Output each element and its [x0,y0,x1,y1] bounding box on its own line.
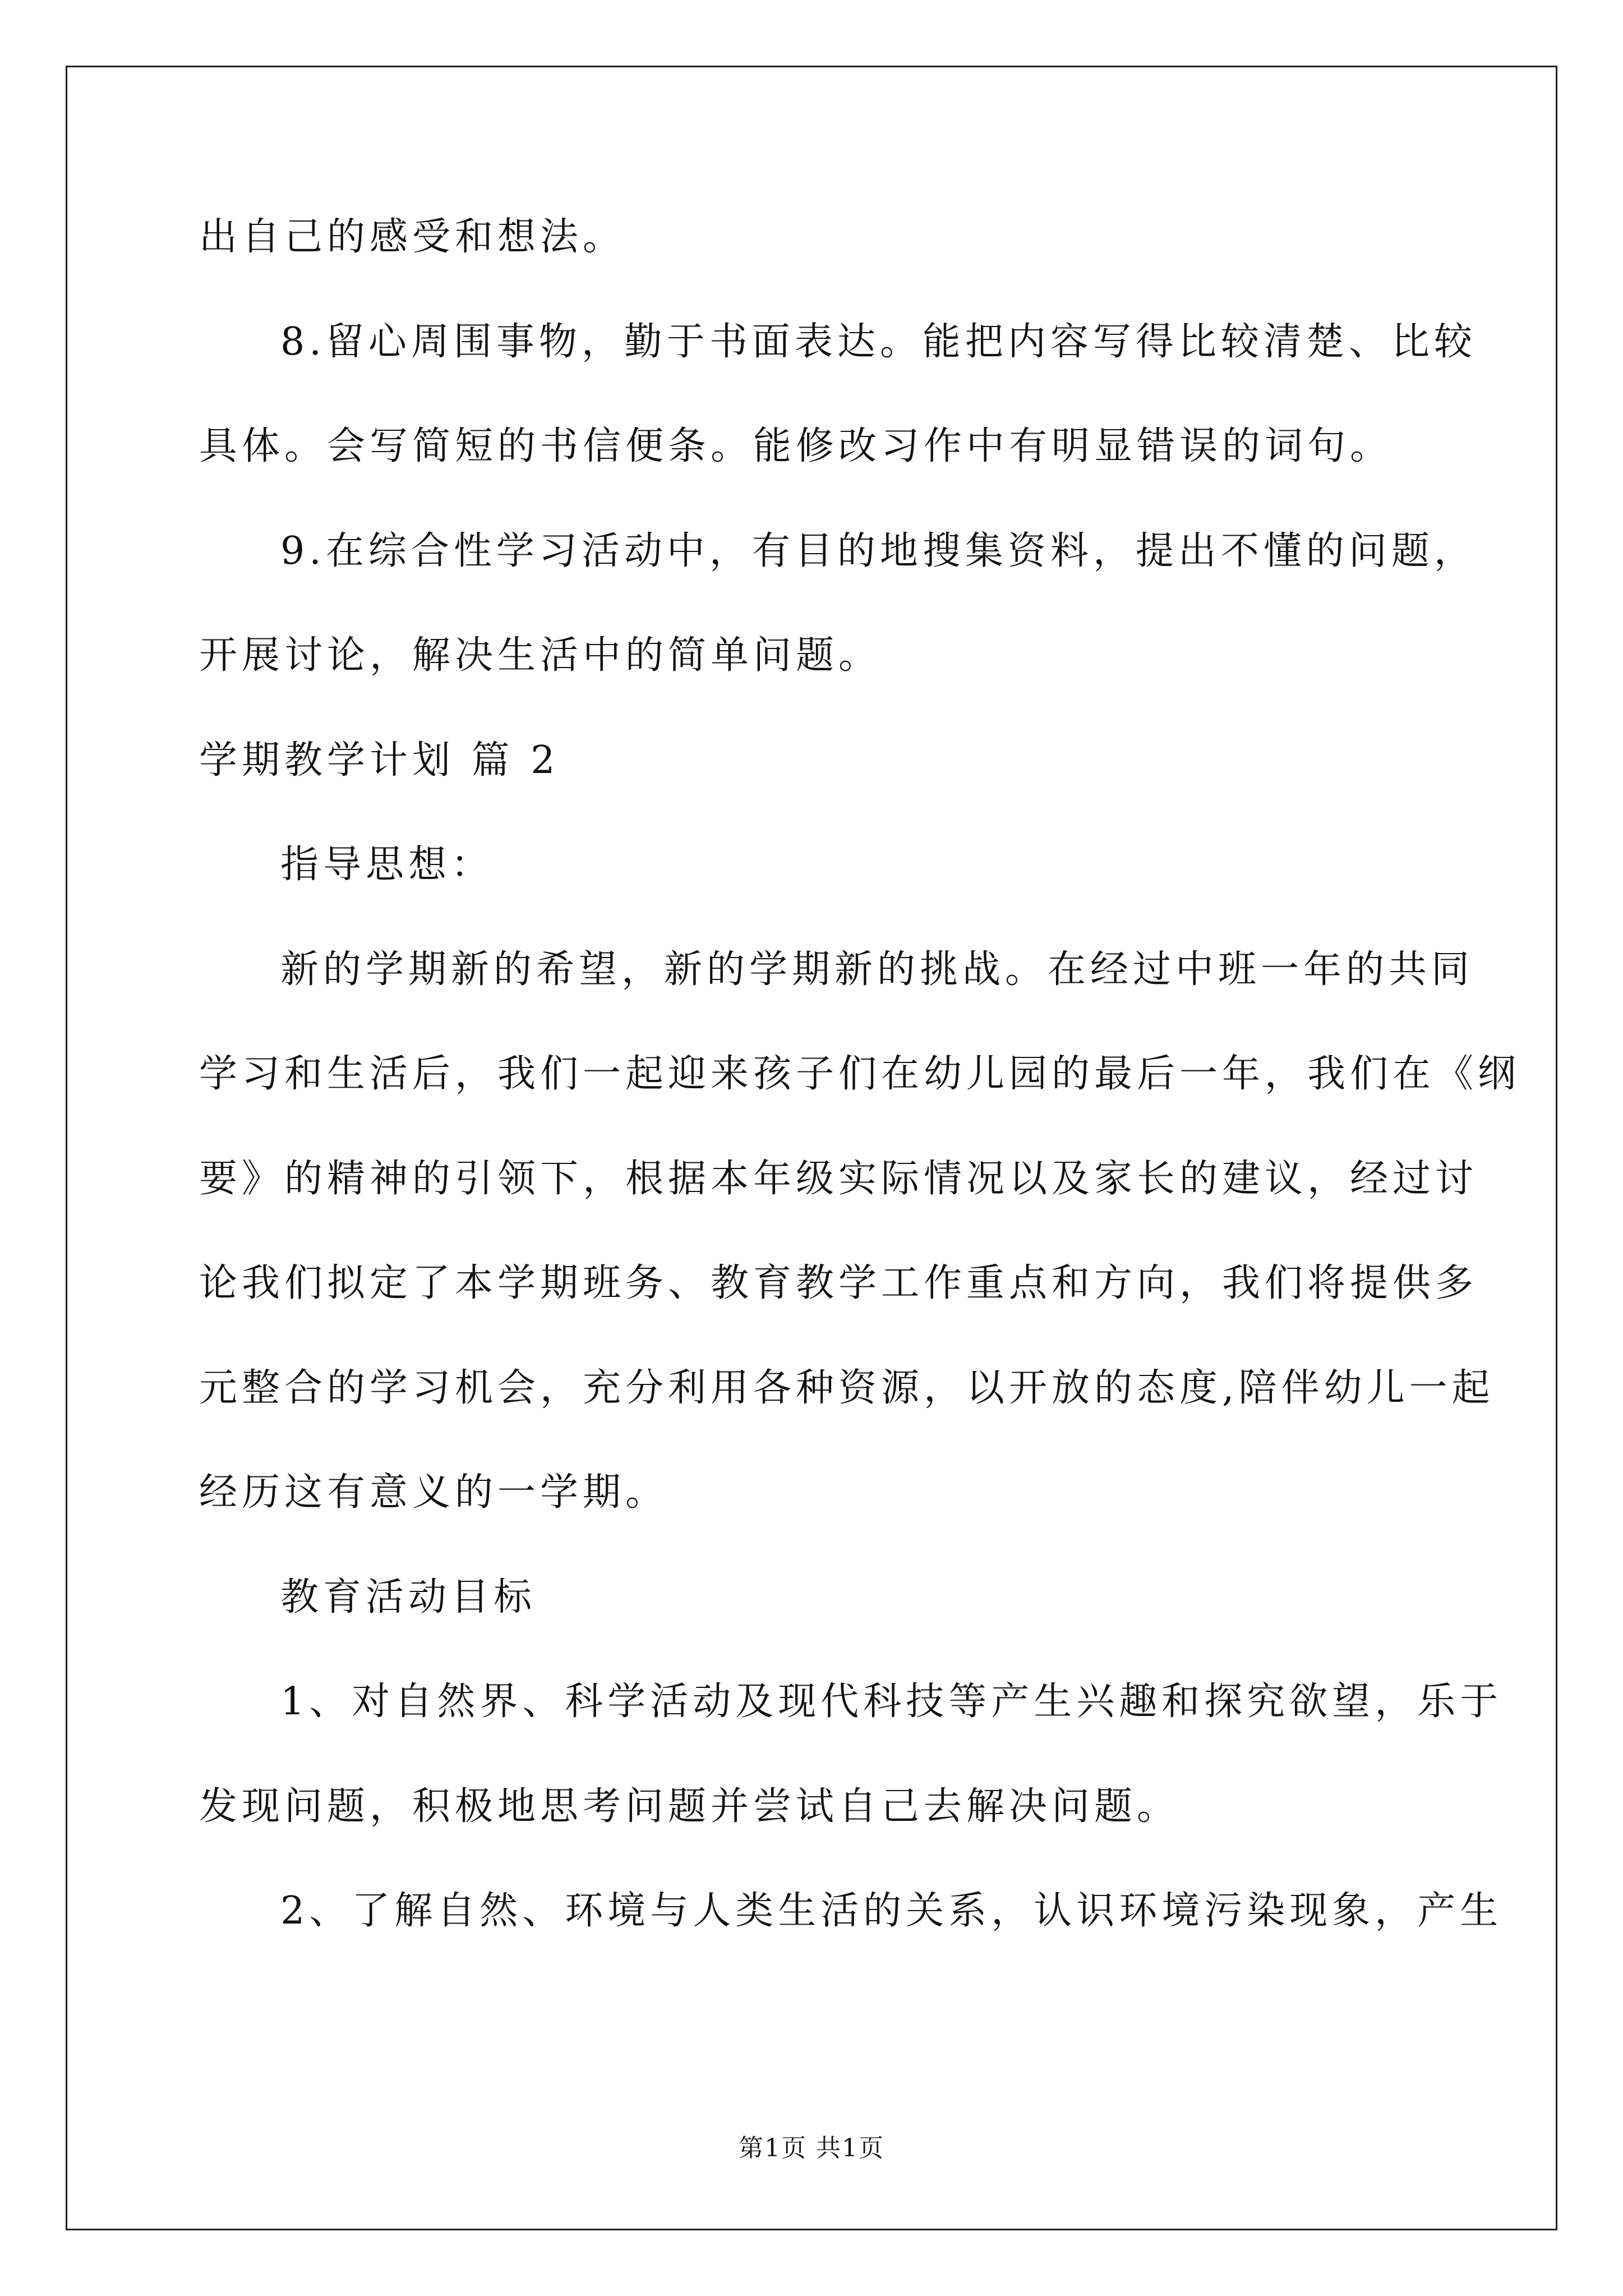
paragraph-line: 学习和生活后，我们一起迎来孩子们在幼儿园的最后一年，我们在《纲 [199,1052,1521,1096]
paragraph-line: 经历这有意义的一学期。 [199,1470,668,1515]
paragraph-line: 2、了解自然、环境与人类生活的关系，认识环境污染现象，产生 [280,1889,1503,1933]
paragraph-line: 指导思想： [280,843,494,887]
paragraph-line: 1、对自然界、科学活动及现代科技等产生兴趣和探究欲望，乐于 [280,1680,1503,1724]
paragraph-line: 发现问题，积极地思考问题并尝试自己去解决问题。 [199,1784,1180,1829]
paragraph-line: 出自己的感受和想法。 [199,215,626,259]
paragraph-line: 元整合的学习机会，充分利用各种资源，以开放的态度,陪伴幼儿一起 [199,1366,1495,1410]
paragraph-line: 要》的精神的引领下，根据本年级实际情况以及家长的建议，经过讨 [199,1157,1478,1201]
paragraph-line: 具体。会写简短的书信便条。能修改习作中有明显错误的词句。 [199,424,1393,468]
paragraph-line: 论我们拟定了本学期班务、教育教学工作重点和方向，我们将提供多 [199,1261,1478,1305]
section-heading: 学期教学计划 篇 2 [199,738,560,783]
paragraph-line: 新的学期新的希望，新的学期新的挑战。在经过中班一年的共同 [280,947,1474,992]
paragraph-line: 教育活动目标 [280,1575,537,1619]
paragraph-line: 9.在综合性学习活动中，有目的地搜集资料，提出不懂的问题， [280,529,1477,573]
page-footer: 第1页 共1页 [739,2134,884,2162]
paragraph-line: 8.留心周围事物，勤于书面表达。能把内容写得比较清楚、比较 [280,320,1477,364]
paragraph-line: 开展讨论，解决生活中的简单问题。 [199,633,882,678]
